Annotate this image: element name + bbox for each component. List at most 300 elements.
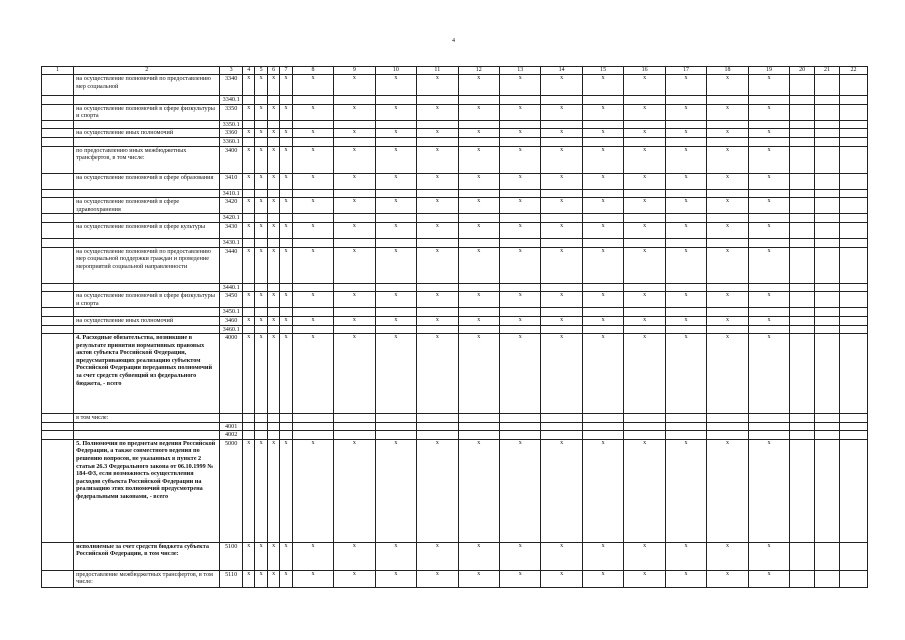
row-code: 3450 bbox=[220, 292, 243, 308]
row-label bbox=[74, 214, 220, 223]
empty-cell bbox=[334, 189, 375, 198]
empty-cell bbox=[375, 414, 416, 423]
empty-cell bbox=[839, 422, 867, 431]
x-mark-cell: x bbox=[417, 334, 458, 414]
page-number: 4 bbox=[452, 38, 455, 44]
empty-cell bbox=[267, 120, 279, 129]
empty-cell bbox=[334, 283, 375, 292]
x-mark-cell: x bbox=[458, 292, 499, 308]
empty-cell bbox=[790, 422, 815, 431]
x-mark-cell: x bbox=[292, 334, 333, 414]
empty-cell bbox=[839, 198, 867, 214]
empty-cell bbox=[417, 325, 458, 334]
table-row bbox=[42, 238, 868, 247]
column-number-header: 8 bbox=[292, 67, 333, 75]
row-label bbox=[74, 137, 220, 146]
empty-cell bbox=[255, 214, 267, 223]
x-mark-cell: x bbox=[255, 198, 267, 214]
x-mark-cell: x bbox=[267, 129, 279, 138]
x-mark-cell: x bbox=[458, 334, 499, 414]
empty-cell bbox=[292, 414, 333, 423]
row-code: 5110 bbox=[220, 570, 243, 587]
empty-cell bbox=[707, 238, 748, 247]
x-mark-cell: x bbox=[255, 129, 267, 138]
empty-cell bbox=[665, 283, 706, 292]
column-number-header: 10 bbox=[375, 67, 416, 75]
x-mark-cell: x bbox=[624, 292, 665, 308]
x-mark-cell: x bbox=[500, 146, 541, 173]
table-row bbox=[42, 431, 868, 440]
empty-cell bbox=[255, 422, 267, 431]
empty-cell bbox=[665, 325, 706, 334]
empty-cell bbox=[815, 414, 840, 423]
empty-cell bbox=[500, 325, 541, 334]
x-mark-cell: x bbox=[707, 198, 748, 214]
empty-cell bbox=[292, 238, 333, 247]
x-mark-cell: x bbox=[334, 104, 375, 120]
column-number-header: 17 bbox=[665, 67, 706, 75]
x-mark-cell: x bbox=[500, 75, 541, 96]
empty-cell bbox=[815, 120, 840, 129]
x-mark-cell: x bbox=[417, 316, 458, 325]
x-mark-cell: x bbox=[582, 104, 623, 120]
table-row bbox=[42, 137, 868, 146]
x-mark-cell: x bbox=[500, 316, 541, 325]
empty-cell bbox=[815, 198, 840, 214]
x-mark-cell: x bbox=[458, 439, 499, 542]
empty-cell bbox=[334, 120, 375, 129]
empty-cell bbox=[815, 96, 840, 105]
empty-cell bbox=[541, 431, 582, 440]
x-mark-cell: x bbox=[458, 570, 499, 587]
empty-cell bbox=[255, 283, 267, 292]
empty-cell bbox=[790, 214, 815, 223]
x-mark-cell: x bbox=[500, 129, 541, 138]
row-index-cell bbox=[42, 129, 74, 138]
table-row bbox=[42, 214, 868, 223]
empty-cell bbox=[707, 283, 748, 292]
empty-cell bbox=[375, 96, 416, 105]
empty-cell bbox=[243, 214, 255, 223]
x-mark-cell: x bbox=[582, 173, 623, 189]
empty-cell bbox=[458, 137, 499, 146]
x-mark-cell: x bbox=[541, 334, 582, 414]
empty-cell bbox=[707, 422, 748, 431]
empty-cell bbox=[334, 137, 375, 146]
empty-cell bbox=[582, 238, 623, 247]
row-index-cell bbox=[42, 439, 74, 542]
x-mark-cell: x bbox=[375, 129, 416, 138]
empty-cell bbox=[582, 189, 623, 198]
x-mark-cell: x bbox=[267, 292, 279, 308]
empty-cell bbox=[500, 431, 541, 440]
empty-cell bbox=[624, 431, 665, 440]
empty-cell bbox=[815, 137, 840, 146]
row-index-cell bbox=[42, 214, 74, 223]
x-mark-cell: x bbox=[624, 542, 665, 570]
x-mark-cell: x bbox=[624, 129, 665, 138]
row-code: 3420.1 bbox=[220, 214, 243, 223]
x-mark-cell: x bbox=[500, 173, 541, 189]
row-index-cell bbox=[42, 104, 74, 120]
row-label bbox=[74, 238, 220, 247]
x-mark-cell: x bbox=[582, 198, 623, 214]
empty-cell bbox=[417, 96, 458, 105]
x-mark-cell: x bbox=[334, 570, 375, 587]
empty-cell bbox=[790, 283, 815, 292]
empty-cell bbox=[243, 120, 255, 129]
table-row bbox=[42, 247, 868, 283]
empty-cell bbox=[665, 238, 706, 247]
empty-cell bbox=[267, 283, 279, 292]
x-mark-cell: x bbox=[707, 75, 748, 96]
empty-cell bbox=[267, 214, 279, 223]
x-mark-cell: x bbox=[624, 316, 665, 325]
x-mark-cell: x bbox=[748, 439, 789, 542]
x-mark-cell: x bbox=[541, 439, 582, 542]
x-mark-cell: x bbox=[267, 222, 279, 238]
x-mark-cell: x bbox=[267, 334, 279, 414]
empty-cell bbox=[839, 414, 867, 423]
x-mark-cell: x bbox=[458, 104, 499, 120]
row-code: 5000 bbox=[220, 439, 243, 542]
table-row bbox=[42, 542, 868, 570]
empty-cell bbox=[790, 570, 815, 587]
row-label: исполняемые за счет средств бюджета субъекта Российской Федерации, в том числе: bbox=[74, 542, 220, 570]
empty-cell bbox=[500, 189, 541, 198]
empty-cell bbox=[839, 292, 867, 308]
empty-cell bbox=[541, 189, 582, 198]
x-mark-cell: x bbox=[255, 334, 267, 414]
empty-cell bbox=[582, 96, 623, 105]
x-mark-cell: x bbox=[334, 542, 375, 570]
empty-cell bbox=[500, 238, 541, 247]
x-mark-cell: x bbox=[541, 173, 582, 189]
empty-cell bbox=[582, 308, 623, 317]
empty-cell bbox=[255, 120, 267, 129]
empty-cell bbox=[255, 414, 267, 423]
x-mark-cell: x bbox=[707, 292, 748, 308]
empty-cell bbox=[815, 238, 840, 247]
x-mark-cell: x bbox=[417, 222, 458, 238]
x-mark-cell: x bbox=[541, 292, 582, 308]
empty-cell bbox=[280, 238, 292, 247]
x-mark-cell: x bbox=[280, 292, 292, 308]
row-code: 4002 bbox=[220, 431, 243, 440]
column-number-header: 5 bbox=[255, 67, 267, 75]
x-mark-cell: x bbox=[280, 173, 292, 189]
x-mark-cell: x bbox=[243, 104, 255, 120]
empty-cell bbox=[458, 308, 499, 317]
x-mark-cell: x bbox=[375, 334, 416, 414]
empty-cell bbox=[707, 308, 748, 317]
x-mark-cell: x bbox=[624, 247, 665, 283]
row-code: 4001 bbox=[220, 422, 243, 431]
empty-cell bbox=[815, 316, 840, 325]
x-mark-cell: x bbox=[500, 104, 541, 120]
empty-cell bbox=[748, 137, 789, 146]
column-number-header: 9 bbox=[334, 67, 375, 75]
empty-cell bbox=[417, 308, 458, 317]
empty-cell bbox=[707, 189, 748, 198]
x-mark-cell: x bbox=[665, 542, 706, 570]
x-mark-cell: x bbox=[417, 292, 458, 308]
x-mark-cell: x bbox=[665, 129, 706, 138]
row-label: на осуществление полномочий в сфере физкультуры и спорта bbox=[74, 292, 220, 308]
x-mark-cell: x bbox=[334, 439, 375, 542]
empty-cell bbox=[624, 325, 665, 334]
row-code: 3450.1 bbox=[220, 308, 243, 317]
empty-cell bbox=[582, 414, 623, 423]
x-mark-cell: x bbox=[624, 198, 665, 214]
x-mark-cell: x bbox=[280, 334, 292, 414]
empty-cell bbox=[280, 137, 292, 146]
empty-cell bbox=[815, 308, 840, 317]
row-index-cell bbox=[42, 137, 74, 146]
empty-cell bbox=[790, 222, 815, 238]
empty-cell bbox=[417, 431, 458, 440]
empty-cell bbox=[839, 120, 867, 129]
empty-cell bbox=[839, 334, 867, 414]
x-mark-cell: x bbox=[375, 570, 416, 587]
row-code: 3360.1 bbox=[220, 137, 243, 146]
x-mark-cell: x bbox=[541, 75, 582, 96]
empty-cell bbox=[582, 214, 623, 223]
empty-cell bbox=[541, 308, 582, 317]
empty-cell bbox=[748, 414, 789, 423]
empty-cell bbox=[243, 238, 255, 247]
row-index-cell bbox=[42, 431, 74, 440]
x-mark-cell: x bbox=[280, 75, 292, 96]
empty-cell bbox=[839, 439, 867, 542]
empty-cell bbox=[624, 283, 665, 292]
row-code: 3440 bbox=[220, 247, 243, 283]
x-mark-cell: x bbox=[500, 439, 541, 542]
empty-cell bbox=[417, 120, 458, 129]
empty-cell bbox=[500, 283, 541, 292]
empty-cell bbox=[375, 283, 416, 292]
x-mark-cell: x bbox=[334, 316, 375, 325]
x-mark-cell: x bbox=[748, 104, 789, 120]
column-number-header: 13 bbox=[500, 67, 541, 75]
empty-cell bbox=[790, 431, 815, 440]
empty-cell bbox=[624, 308, 665, 317]
x-mark-cell: x bbox=[255, 75, 267, 96]
x-mark-cell: x bbox=[375, 75, 416, 96]
empty-cell bbox=[748, 214, 789, 223]
x-mark-cell: x bbox=[500, 198, 541, 214]
empty-cell bbox=[255, 189, 267, 198]
row-label bbox=[74, 189, 220, 198]
x-mark-cell: x bbox=[500, 570, 541, 587]
row-label bbox=[74, 120, 220, 129]
x-mark-cell: x bbox=[665, 104, 706, 120]
x-mark-cell: x bbox=[748, 129, 789, 138]
x-mark-cell: x bbox=[292, 104, 333, 120]
empty-cell bbox=[243, 96, 255, 105]
empty-cell bbox=[748, 431, 789, 440]
x-mark-cell: x bbox=[375, 292, 416, 308]
empty-cell bbox=[541, 214, 582, 223]
x-mark-cell: x bbox=[292, 439, 333, 542]
table-row bbox=[42, 146, 868, 173]
empty-cell bbox=[839, 247, 867, 283]
x-mark-cell: x bbox=[280, 542, 292, 570]
empty-cell bbox=[292, 325, 333, 334]
x-mark-cell: x bbox=[582, 334, 623, 414]
x-mark-cell: x bbox=[292, 198, 333, 214]
empty-cell bbox=[748, 325, 789, 334]
x-mark-cell: x bbox=[624, 570, 665, 587]
x-mark-cell: x bbox=[375, 439, 416, 542]
empty-cell bbox=[624, 414, 665, 423]
empty-cell bbox=[292, 422, 333, 431]
empty-cell bbox=[334, 238, 375, 247]
empty-cell bbox=[790, 414, 815, 423]
empty-cell bbox=[500, 414, 541, 423]
x-mark-cell: x bbox=[417, 173, 458, 189]
x-mark-cell: x bbox=[280, 316, 292, 325]
empty-cell bbox=[292, 189, 333, 198]
empty-cell bbox=[815, 292, 840, 308]
table-row bbox=[42, 308, 868, 317]
row-code: 3420 bbox=[220, 198, 243, 214]
empty-cell bbox=[790, 308, 815, 317]
empty-cell bbox=[334, 214, 375, 223]
empty-cell bbox=[292, 214, 333, 223]
x-mark-cell: x bbox=[624, 146, 665, 173]
x-mark-cell: x bbox=[541, 316, 582, 325]
empty-cell bbox=[267, 189, 279, 198]
empty-cell bbox=[839, 173, 867, 189]
x-mark-cell: x bbox=[458, 198, 499, 214]
x-mark-cell: x bbox=[665, 247, 706, 283]
empty-cell bbox=[790, 292, 815, 308]
x-mark-cell: x bbox=[375, 542, 416, 570]
x-mark-cell: x bbox=[665, 334, 706, 414]
x-mark-cell: x bbox=[267, 542, 279, 570]
x-mark-cell: x bbox=[417, 129, 458, 138]
row-index-cell bbox=[42, 422, 74, 431]
row-index-cell bbox=[42, 189, 74, 198]
row-label bbox=[74, 325, 220, 334]
empty-cell bbox=[839, 129, 867, 138]
x-mark-cell: x bbox=[707, 334, 748, 414]
empty-cell bbox=[417, 137, 458, 146]
x-mark-cell: x bbox=[334, 129, 375, 138]
x-mark-cell: x bbox=[624, 222, 665, 238]
row-code: 3460 bbox=[220, 316, 243, 325]
x-mark-cell: x bbox=[255, 247, 267, 283]
empty-cell bbox=[815, 439, 840, 542]
x-mark-cell: x bbox=[243, 129, 255, 138]
x-mark-cell: x bbox=[375, 146, 416, 173]
empty-cell bbox=[280, 308, 292, 317]
x-mark-cell: x bbox=[665, 198, 706, 214]
row-label: на осуществление полномочий по предоставлению мер социальной bbox=[74, 75, 220, 96]
empty-cell bbox=[815, 129, 840, 138]
table-row bbox=[42, 292, 868, 308]
empty-cell bbox=[292, 308, 333, 317]
table-row bbox=[42, 129, 868, 138]
empty-cell bbox=[500, 214, 541, 223]
empty-cell bbox=[541, 96, 582, 105]
row-code: 3350 bbox=[220, 104, 243, 120]
column-number-header: 19 bbox=[748, 67, 789, 75]
row-code: 4000 bbox=[220, 334, 243, 414]
row-label bbox=[74, 308, 220, 317]
x-mark-cell: x bbox=[267, 316, 279, 325]
empty-cell bbox=[790, 96, 815, 105]
row-label: в том числе: bbox=[74, 414, 220, 423]
empty-cell bbox=[707, 214, 748, 223]
empty-cell bbox=[815, 173, 840, 189]
row-index-cell bbox=[42, 238, 74, 247]
empty-cell bbox=[292, 137, 333, 146]
x-mark-cell: x bbox=[541, 146, 582, 173]
empty-cell bbox=[707, 96, 748, 105]
x-mark-cell: x bbox=[334, 75, 375, 96]
empty-cell bbox=[582, 431, 623, 440]
x-mark-cell: x bbox=[582, 292, 623, 308]
row-label: на осуществление иных полномочий bbox=[74, 316, 220, 325]
empty-cell bbox=[541, 283, 582, 292]
x-mark-cell: x bbox=[748, 570, 789, 587]
empty-cell bbox=[815, 189, 840, 198]
empty-cell bbox=[665, 214, 706, 223]
empty-cell bbox=[624, 238, 665, 247]
empty-cell bbox=[582, 325, 623, 334]
x-mark-cell: x bbox=[458, 129, 499, 138]
empty-cell bbox=[292, 96, 333, 105]
row-index-cell bbox=[42, 146, 74, 173]
empty-cell bbox=[748, 189, 789, 198]
x-mark-cell: x bbox=[334, 334, 375, 414]
empty-cell bbox=[839, 104, 867, 120]
empty-cell bbox=[790, 129, 815, 138]
x-mark-cell: x bbox=[458, 173, 499, 189]
empty-cell bbox=[458, 96, 499, 105]
row-index-cell bbox=[42, 173, 74, 189]
empty-cell bbox=[541, 414, 582, 423]
empty-cell bbox=[541, 120, 582, 129]
empty-cell bbox=[839, 222, 867, 238]
x-mark-cell: x bbox=[707, 173, 748, 189]
table-row bbox=[42, 570, 868, 587]
empty-cell bbox=[815, 570, 840, 587]
empty-cell bbox=[839, 189, 867, 198]
x-mark-cell: x bbox=[748, 316, 789, 325]
x-mark-cell: x bbox=[267, 247, 279, 283]
x-mark-cell: x bbox=[582, 222, 623, 238]
empty-cell bbox=[458, 120, 499, 129]
table-row bbox=[42, 283, 868, 292]
empty-cell bbox=[334, 325, 375, 334]
x-mark-cell: x bbox=[334, 222, 375, 238]
empty-cell bbox=[417, 238, 458, 247]
row-label bbox=[74, 422, 220, 431]
x-mark-cell: x bbox=[280, 570, 292, 587]
empty-cell bbox=[500, 96, 541, 105]
row-label: на осуществление полномочий в сфере здравоохранения bbox=[74, 198, 220, 214]
x-mark-cell: x bbox=[255, 570, 267, 587]
column-number-header: 3 bbox=[220, 67, 243, 75]
empty-cell bbox=[541, 238, 582, 247]
x-mark-cell: x bbox=[707, 222, 748, 238]
empty-cell bbox=[665, 431, 706, 440]
expenditure-obligations-table bbox=[41, 66, 868, 588]
x-mark-cell: x bbox=[500, 334, 541, 414]
